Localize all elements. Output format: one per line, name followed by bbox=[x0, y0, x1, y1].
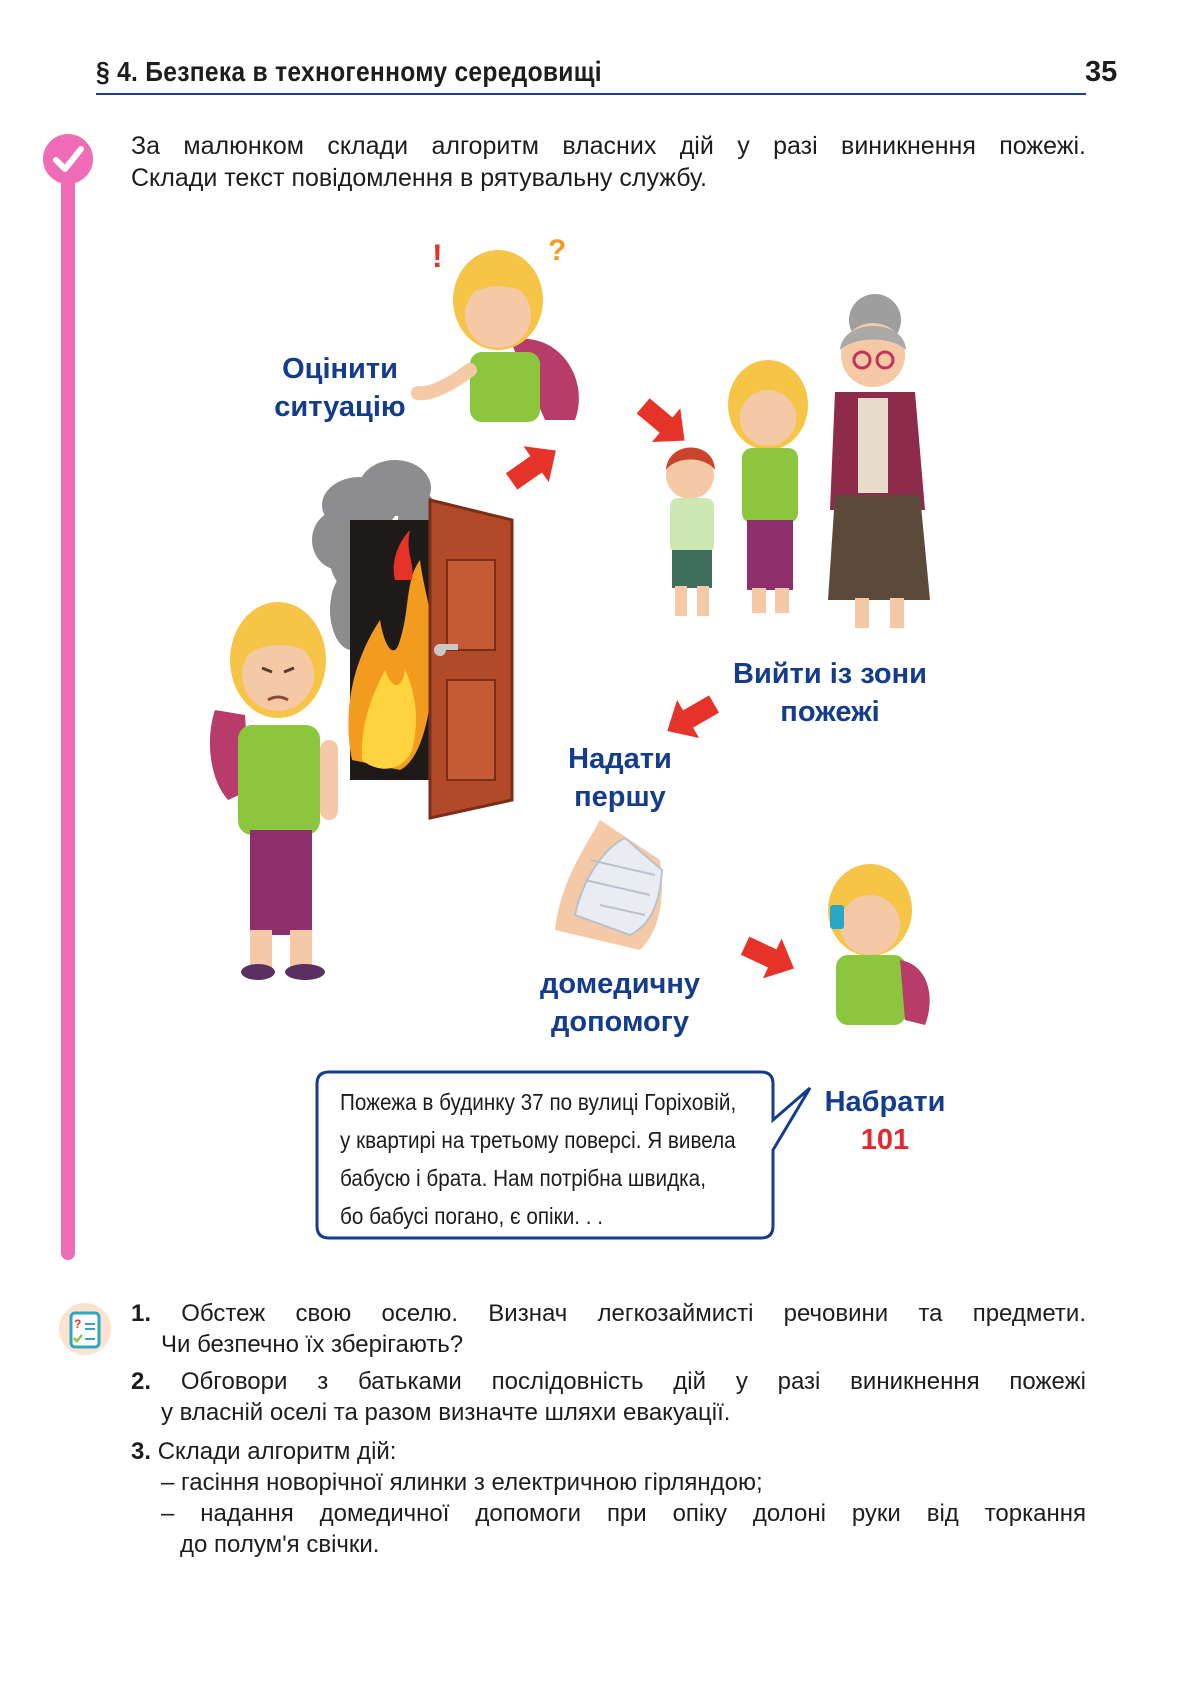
message-line-3: бабусю і брата. Нам потрібна швидка, bbox=[340, 1165, 706, 1191]
task-2-line-1 bbox=[131, 1366, 1086, 1397]
svg-text:!: ! bbox=[432, 238, 443, 274]
step-aid-line3: домедичну bbox=[539, 968, 701, 1000]
message-line-1: Пожежа в будинку 37 по вулиці Горіховій, bbox=[340, 1089, 737, 1115]
step-assess-line1: Оцінити bbox=[282, 353, 398, 385]
task-3-item-2-line-2: до полум'я свічки. bbox=[180, 1531, 380, 1558]
task-1-text: Обстеж свою оселю. Визнач легкозаймисті речовини та предмети. bbox=[181, 1300, 1086, 1327]
message-line-4: бо бабусі погано, є опіки. . . bbox=[340, 1203, 604, 1229]
page-number: 35 bbox=[1085, 56, 1118, 88]
bandaged-hand-icon bbox=[555, 820, 662, 950]
emergency-number: 101 bbox=[860, 1124, 910, 1156]
family-group bbox=[666, 294, 930, 628]
step-leave-line2: пожежі bbox=[780, 696, 880, 728]
arrow-right-down bbox=[629, 389, 699, 457]
intro-line-2: Склади текст повідомлення в рятувальну службу. bbox=[131, 164, 707, 192]
task-3-item-2-line-1: – надання домедичної допомоги при опіку долоні руки від торкання bbox=[161, 1500, 1086, 1527]
step-first-aid-bottom bbox=[510, 965, 730, 1041]
task-2-number: 2. bbox=[131, 1368, 152, 1395]
step-aid-line1: Надати bbox=[568, 743, 672, 775]
svg-text:?: ? bbox=[74, 1317, 82, 1331]
arrow-right bbox=[736, 926, 804, 989]
girl-on-phone bbox=[828, 864, 930, 1025]
task-3-item-1: – гасіння новорічної ялинки з електричною гірляндою; bbox=[161, 1469, 763, 1496]
svg-text:?: ? bbox=[548, 234, 567, 267]
step-leave-fire-zone bbox=[700, 655, 960, 731]
task-1-number: 1. bbox=[131, 1300, 152, 1327]
step-leave-line1: Вийти із зони bbox=[733, 658, 927, 690]
task-3-text: Склади алгоритм дій: bbox=[157, 1438, 397, 1465]
door bbox=[430, 500, 512, 818]
girl-figure-thinking bbox=[418, 234, 579, 422]
message-line-2: у квартирі на третьому поверсі. Я вивела bbox=[340, 1127, 736, 1153]
step-assess-line2: ситуацію bbox=[274, 391, 406, 423]
step-assess-situation bbox=[245, 350, 435, 426]
girl-figure-worried bbox=[210, 602, 338, 980]
header-rule bbox=[96, 93, 1086, 95]
task-3-line-1 bbox=[131, 1436, 1086, 1467]
intro-line-1: За малюнком склади алгоритм власних дій у разі виникнення пожежі. bbox=[131, 132, 1086, 160]
task-3-number: 3. bbox=[131, 1438, 152, 1465]
arrow-up bbox=[499, 432, 568, 499]
checklist-icon bbox=[58, 1302, 112, 1356]
task-1-line-2: Чи безпечно їх зберігають? bbox=[161, 1331, 464, 1358]
phone-icon bbox=[830, 905, 844, 929]
exercise-rail bbox=[61, 160, 75, 1260]
check-icon bbox=[42, 133, 94, 185]
task-2-line-2: у власній оселі та разом визначте шляхи евакуації. bbox=[161, 1399, 731, 1426]
step-dial-number bbox=[805, 1083, 965, 1159]
task-2-text: Обговори з батьками послідовність дій у разі виникнення пожежі bbox=[180, 1368, 1087, 1395]
step-first-aid-top bbox=[540, 740, 700, 816]
step-dial-line1: Набрати bbox=[824, 1086, 946, 1118]
step-aid-line2: першу bbox=[574, 781, 666, 813]
section-title: § 4. Безпека в техногенному середовищі bbox=[96, 56, 602, 87]
step-aid-line4: допомогу bbox=[551, 1006, 689, 1038]
task-1-line-1 bbox=[131, 1298, 1086, 1329]
